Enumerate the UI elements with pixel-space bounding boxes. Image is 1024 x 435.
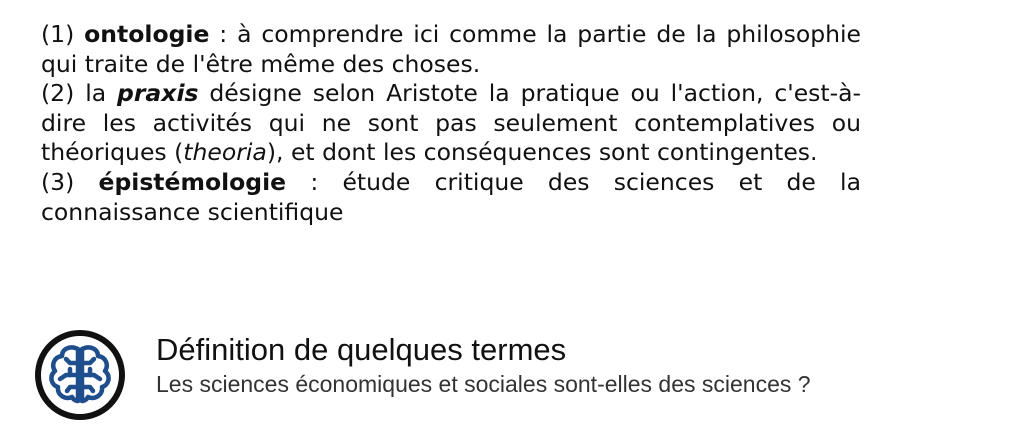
- brain-icon: [34, 329, 126, 421]
- definition-text: étude critique des sciences et de la connaissance scientifique: [41, 167, 861, 226]
- definition-text: à comprendre ici comme la partie de la philosophie qui traite de l'être même des choses.: [41, 20, 861, 78]
- definition-number: (3): [41, 167, 75, 196]
- definition-term: épistémologie: [98, 167, 287, 196]
- definition-text-before: désigne selon Aristote la pratique ou l'action, c'est-à-dire les activités qui ne sont pas seulement contemplatives ou théoriques (: [41, 79, 861, 167]
- definition-separator: :: [286, 167, 343, 196]
- definition-number: (2): [41, 79, 75, 108]
- definition-praxis: [41, 79, 861, 168]
- definition-epistemologie: [41, 168, 861, 227]
- definition-number: (1): [41, 20, 75, 48]
- definition-text-after: ), et dont les conséquences sont contingentes.: [266, 138, 818, 167]
- footer-subtitle: Les sciences économiques et sociales sont-elles des sciences ?: [156, 371, 811, 397]
- definitions-block: [41, 20, 861, 227]
- definition-italic-word: theoria: [183, 138, 267, 167]
- definition-separator: :: [209, 20, 238, 48]
- footer-text: [156, 331, 1006, 399]
- definition-prefix: la: [74, 79, 118, 108]
- definition-ontologie: [41, 20, 861, 79]
- definition-term: ontologie: [84, 20, 210, 48]
- definition-term: praxis: [117, 79, 199, 108]
- footer-title: Définition de quelques termes: [156, 332, 567, 367]
